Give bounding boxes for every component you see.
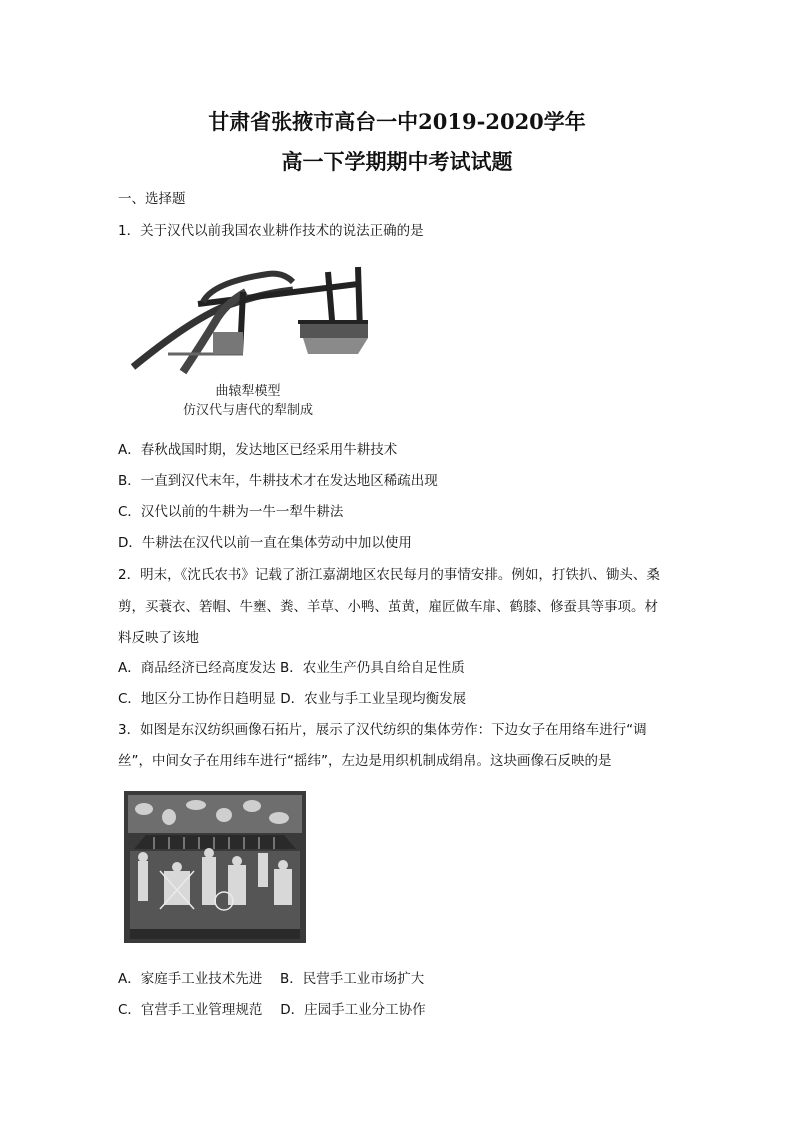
q3-stem-line2: 丝”，中间女子在用纬车进行“摇纬”，左边是用织机制成绢帛。这块画像石反映的是 xyxy=(118,753,612,769)
q1-stem: 1．关于汉代以前我国农业耕作技术的说法正确的是 xyxy=(118,223,424,239)
plow-model-image xyxy=(128,262,368,377)
stone-rubbing-image xyxy=(124,791,306,943)
q1-option-c: C．汉代以前的牛耕为一牛一犁牛耕法 xyxy=(118,504,344,520)
q2-stem-line3: 料反映了该地 xyxy=(118,630,199,646)
section-heading: 一、选择题 xyxy=(118,191,186,207)
figure-caption-line1: 曲辕犁模型 xyxy=(215,384,281,399)
q2-options-row2: C．地区分工协作日趋明显 D．农业与手工业呈现均衡发展 xyxy=(118,691,467,707)
q2-stem-line1: 2．明末，《沈氏农书》记载了浙江嘉湖地区农民每月的事情安排。例如，打铁扒、锄头、桑 xyxy=(118,567,660,583)
q2-stem-line2: 剪，买蓑衣、箬帽、牛壅、粪、羊草、小鸭、茧黄，雇匠做车扉、鹤膝、修蚕具等事项。材 xyxy=(118,599,658,615)
q3-options-row2: C．官营手工业管理规范 D．庄园手工业分工协作 xyxy=(118,1002,426,1018)
q3-stem-line1: 3．如图是东汉纺织画像石拓片，展示了汉代纺织的集体劳作：下边女子在用络车进行“调 xyxy=(118,722,647,738)
stone-rubbing-figure xyxy=(124,791,306,943)
figure-caption-line2: 仿汉代与唐代的犁制成 xyxy=(182,403,313,418)
plow-model-figure xyxy=(128,262,368,422)
q1-option-d: D．牛耕法在汉代以前一直在集体劳动中加以使用 xyxy=(118,535,412,551)
document-title-line2: 高一下学期期中考试试题 xyxy=(281,149,513,174)
q3-options-row1: A．家庭手工业技术先进 B．民营手工业市场扩大 xyxy=(118,971,425,987)
q2-options-row1: A．商品经济已经高度发达 B．农业生产仍具自给自足性质 xyxy=(118,660,465,676)
document-title-line1: 甘肃省张掖市高台一中2019-2020学年 xyxy=(208,109,586,134)
q1-option-b: B．一直到汉代末年，牛耕技术才在发达地区稀疏出现 xyxy=(118,473,438,489)
q1-option-a: A．春秋战国时期，发达地区已经采用牛耕技术 xyxy=(118,442,398,458)
